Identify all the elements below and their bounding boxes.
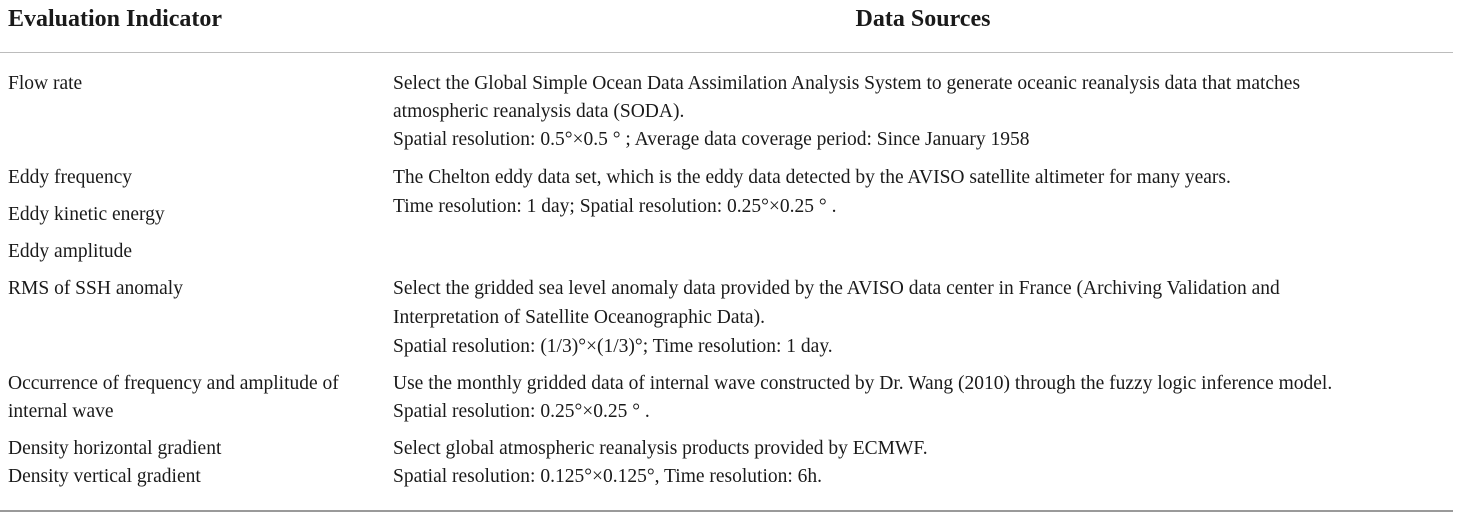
header-evaluation-indicator: Evaluation Indicator — [8, 6, 223, 32]
indicator-internal-wave: Occurrence of frequency and amplitude of — [8, 373, 339, 394]
source-line: Spatial resolution: 0.125°×0.125°, Time resolution: 6h. — [393, 466, 823, 487]
indicator-eddy-frequency: Eddy frequency — [8, 167, 132, 188]
indicator-density-vertical-gradient: Density vertical gradient — [8, 466, 201, 487]
indicator-eddy-amplitude: Eddy amplitude — [8, 241, 133, 262]
source-line: Use the monthly gridded data of internal wave constructed by Dr. Wang (2010) through the fuzzy logic inference model. — [393, 373, 1333, 394]
indicator-flow-rate: Flow rate — [8, 73, 83, 94]
source-line: Spatial resolution: (1/3)°×(1/3)°; Time resolution: 1 day. — [393, 336, 833, 357]
source-line: Select the Global Simple Ocean Data Assimilation Analysis System to generate oceanic reanalysis data that matches — [393, 73, 1301, 94]
indicator-rms-ssh-anomaly: RMS of SSH anomaly — [8, 278, 183, 299]
indicator-eddy-kinetic-energy: Eddy kinetic energy — [8, 204, 165, 225]
source-line: Time resolution: 1 day; Spatial resolution: 0.25°×0.25 ° . — [393, 196, 837, 217]
source-line: Interpretation of Satellite Oceanographic Data). — [393, 307, 765, 328]
source-line: Select the gridded sea level anomaly data provided by the AVISO data center in France (Archiving Validation and — [393, 278, 1280, 299]
source-line: The Chelton eddy data set, which is the eddy data detected by the AVISO satellite altimeter for many years. — [393, 167, 1231, 188]
indicator-internal-wave-cont: internal wave — [8, 401, 114, 422]
source-line: Select global atmospheric reanalysis products provided by ECMWF. — [393, 438, 928, 459]
header-data-sources: Data Sources — [855, 6, 991, 32]
header-divider — [0, 52, 1453, 53]
table-header-row — [0, 0, 1460, 52]
source-line: Spatial resolution: 0.25°×0.25 ° . — [393, 401, 650, 422]
source-line: atmospheric reanalysis data (SODA). — [393, 101, 685, 122]
indicator-density-horizontal-gradient: Density horizontal gradient — [8, 438, 222, 459]
source-line: Spatial resolution: 0.5°×0.5 ° ; Average data coverage period: Since January 1958 — [393, 129, 1030, 150]
table-bottom-rule — [0, 510, 1453, 512]
